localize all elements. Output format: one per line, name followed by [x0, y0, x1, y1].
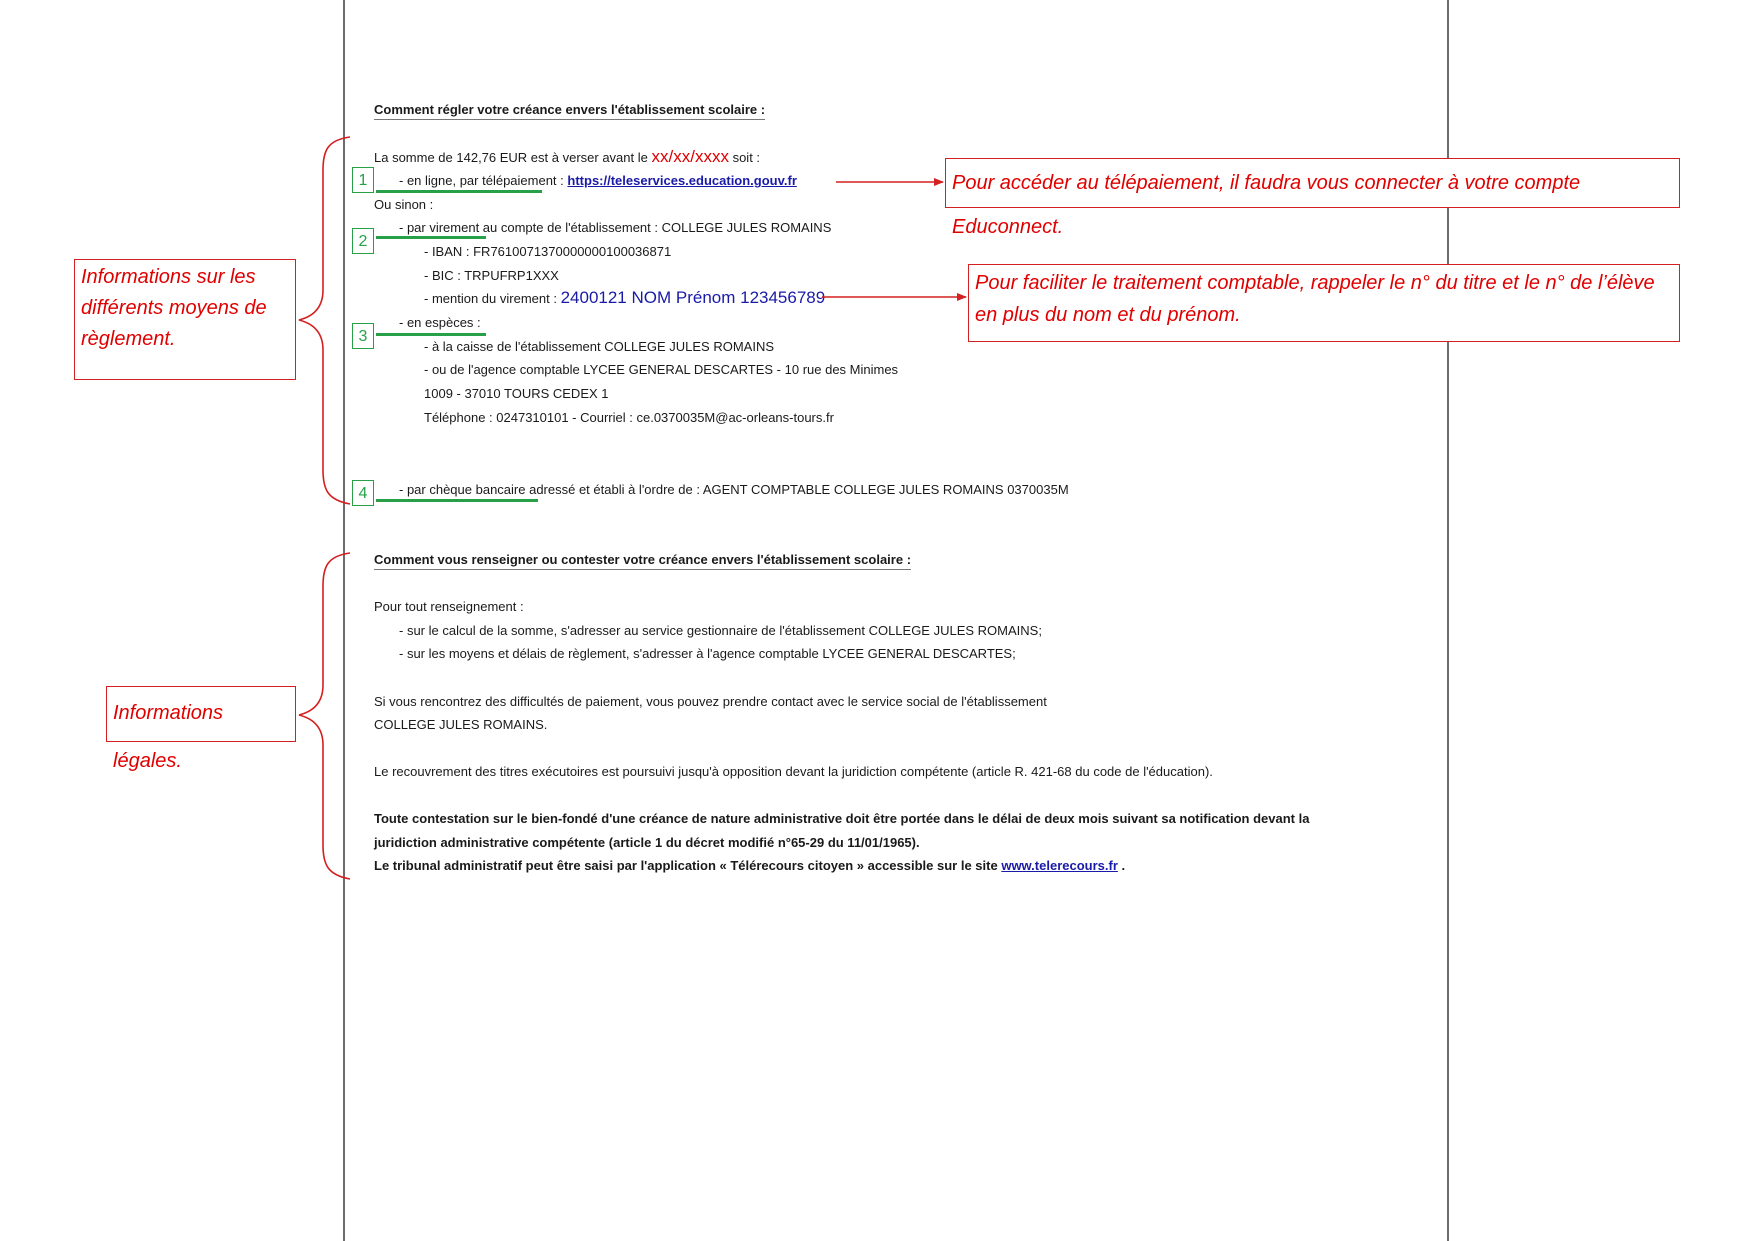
tribunal-suffix: .	[1121, 858, 1126, 873]
cash-line-4: Téléphone : 0247310101 - Courriel : ce.0370035M@ac-orleans-tours.fr	[424, 410, 834, 425]
cash-line-1: - à la caisse de l'établissement COLLEGE JULES ROMAINS	[424, 339, 775, 354]
teleservices-link[interactable]: https://teleservices.education.gouv.fr	[567, 173, 797, 188]
recovery-text: Le recouvrement des titres exécutoires est poursuivi jusqu'à opposition devant la juridiction compétente (article R. 421-68 du code de l'éducation).	[374, 764, 1213, 779]
method-number-3: 3	[352, 323, 374, 349]
transfer-mention-label: - mention du virement :	[424, 291, 557, 306]
method-cheque: - par chèque bancaire adressé et établi à l'ordre de : AGENT COMPTABLE COLLEGE JULES ROMAINS 0370035M	[399, 482, 1069, 497]
section2-heading: Comment vous renseigner ou contester votre créance envers l'établissement scolaire :	[374, 552, 911, 570]
iban: - IBAN : FR7610071370000000100036871	[424, 244, 672, 259]
educonnect-callout: Pour accéder au télépaiement, il faudra vous connecter à votre compte Educonnect.	[945, 158, 1680, 208]
method-cash: - en espèces :	[399, 315, 481, 330]
ou-sinon: Ou sinon :	[374, 197, 434, 212]
info-line-2: - sur les moyens et délais de règlement, s'adresser à l'agence comptable LYCEE GENERAL DESCARTES;	[399, 646, 1016, 661]
due-date: xx/xx/xxxx	[651, 147, 729, 166]
bic: - BIC : TRPUFRP1XXX	[424, 268, 559, 283]
payment-brace	[299, 137, 350, 504]
cash-line-2: - ou de l'agence comptable LYCEE GENERAL DESCARTES - 10 rue des Minimes	[424, 362, 899, 377]
method-transfer: - par virement au compte de l'établissement : COLLEGE JULES ROMAINS	[399, 220, 832, 235]
legal-brace	[299, 553, 350, 879]
method-number-2: 2	[352, 228, 374, 254]
contest-line-2: juridiction administrative compétente (article 1 du décret modifié n°65-29 du 11/01/1965).	[374, 835, 920, 850]
method-online-label: - en ligne, par télépaiement :	[399, 173, 564, 188]
cash-line-3: 1009 - 37010 TOURS CEDEX 1	[424, 386, 609, 401]
payment-info-callout: Informations sur les différents moyens de règlement.	[74, 259, 296, 380]
accounting-callout: Pour faciliter le traitement comptable, rappeler le n° du titre et le n° de l’élève en plus du nom et du prénom.	[968, 264, 1680, 342]
info-intro: Pour tout renseignement :	[374, 599, 524, 614]
method-number-1: 1	[352, 167, 374, 193]
method-number-4: 4	[352, 480, 374, 506]
difficulty-line-1: Si vous rencontrez des difficultés de paiement, vous pouvez prendre contact avec le service social de l'établissement	[374, 694, 1047, 709]
section1-heading: Comment régler votre créance envers l'établissement scolaire :	[374, 102, 765, 120]
amount-prefix: La somme de 142,76 EUR est à verser avant le	[374, 150, 648, 165]
contest-line-1: Toute contestation sur le bien-fondé d'une créance de nature administrative doit être portée dans le délai de deux mois suivant sa notification devant la	[374, 811, 1310, 826]
legal-info-callout: Informations légales.	[106, 686, 296, 742]
info-line-1: - sur le calcul de la somme, s'adresser au service gestionnaire de l'établissement COLLEGE JULES ROMAINS;	[399, 623, 1042, 638]
amount-suffix: soit :	[732, 150, 761, 165]
transfer-mention-value: 2400121 NOM Prénom 123456789	[560, 288, 826, 307]
difficulty-line-2: COLLEGE JULES ROMAINS.	[374, 717, 548, 732]
tribunal-prefix: Le tribunal administratif peut être saisi par l'application « Télérecours citoyen » accessible sur le site	[374, 858, 998, 873]
telerecours-link[interactable]: www.telerecours.fr	[1001, 858, 1118, 873]
